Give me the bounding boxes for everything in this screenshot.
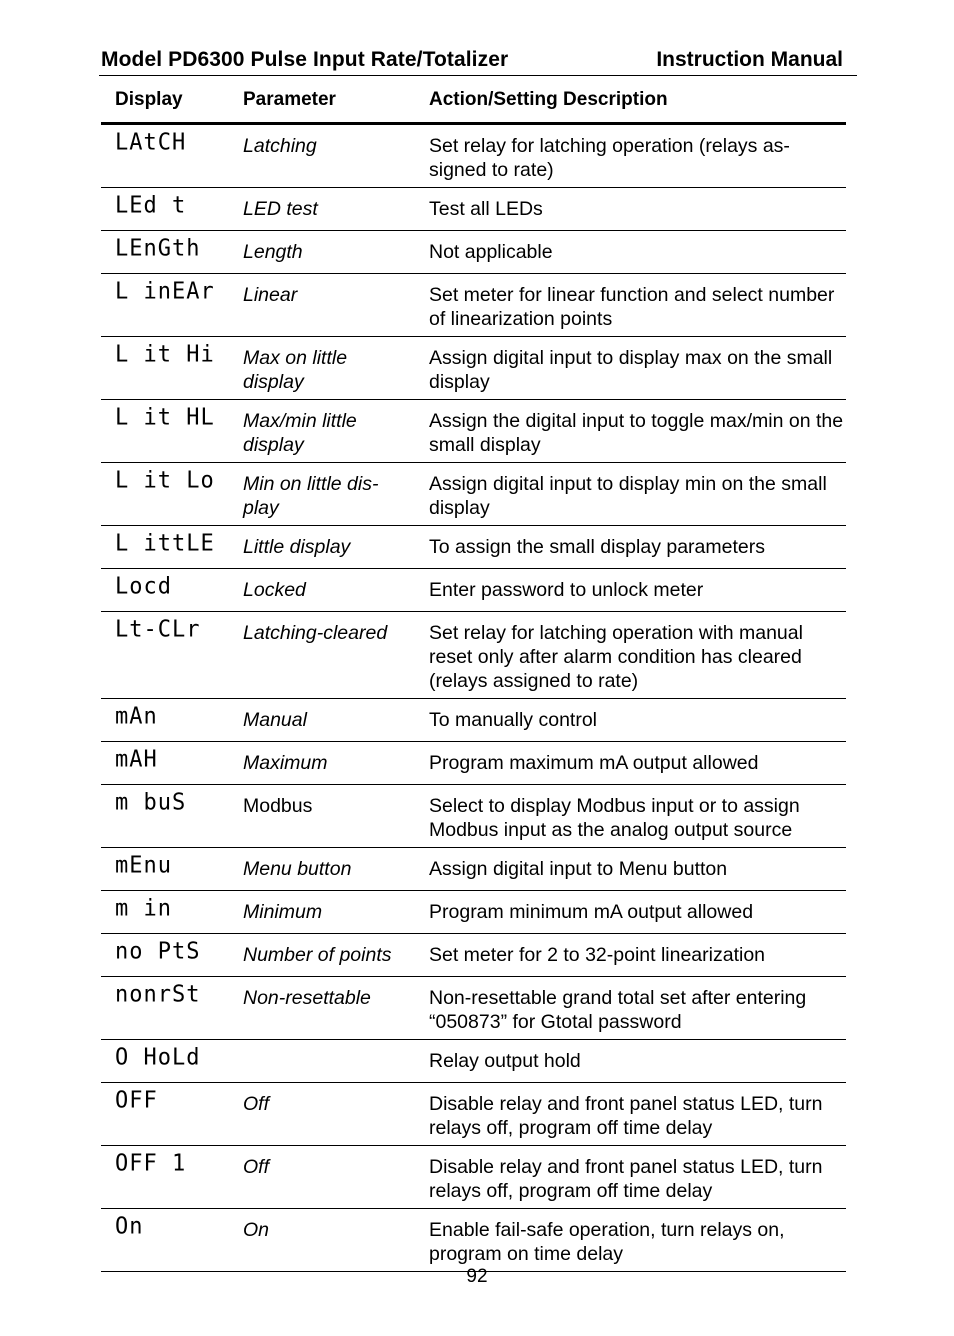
display-code: L ittLE xyxy=(115,530,215,557)
parameter-name: On xyxy=(243,1219,270,1241)
display-code: mAH xyxy=(115,746,158,773)
table-row xyxy=(101,699,846,742)
manual-label: Instruction Manual xyxy=(656,48,843,71)
action-description: Assign the digital input to toggle max/min on the small display xyxy=(429,410,844,456)
action-description: Enter password to unlock meter xyxy=(429,579,704,601)
table-row xyxy=(101,125,846,188)
parameter-name: Off xyxy=(243,1093,270,1115)
column-header-parameter: Parameter xyxy=(243,89,336,110)
table-row xyxy=(101,526,846,569)
display-code: LEnGth xyxy=(115,235,201,262)
table-row xyxy=(101,1040,846,1083)
action-description: Disable relay and front panel status LED, turn relays off, program off time delay xyxy=(429,1156,823,1202)
display-code: nonrSt xyxy=(115,981,201,1008)
page-number: 92 xyxy=(466,1266,488,1287)
action-description: Test all LEDs xyxy=(429,198,543,220)
display-code: m in xyxy=(115,895,172,922)
page-header xyxy=(101,44,843,76)
parameter-name: Max on little display xyxy=(243,347,348,393)
column-header-description: Action/Setting Description xyxy=(429,89,668,110)
action-description: Enable fail-safe operation, turn relays on, program on time delay xyxy=(429,1219,785,1265)
action-description: Non-resettable grand total set after entering “050873” for Gtotal password xyxy=(429,987,807,1033)
action-description: Disable relay and front panel status LED, turn relays off, program off time delay xyxy=(429,1093,823,1139)
header-rule xyxy=(99,75,857,76)
action-description: Set meter for 2 to 32-point linearization xyxy=(429,944,766,966)
display-code: OFF xyxy=(115,1087,158,1114)
table-row xyxy=(101,934,846,977)
display-code: no PtS xyxy=(115,938,201,965)
parameter-name: Length xyxy=(243,241,303,263)
display-code: L inEAr xyxy=(115,278,215,305)
parameter-name: Latching-cleared xyxy=(243,622,388,644)
parameter-name: Little display xyxy=(243,536,351,558)
table-row xyxy=(101,1083,846,1146)
action-description: Not applicable xyxy=(429,241,553,263)
action-description: Select to display Modbus input or to assign Modbus input as the analog output source xyxy=(429,795,800,841)
table-row xyxy=(101,785,846,848)
table-row xyxy=(101,612,846,699)
parameter-name: Off xyxy=(243,1156,270,1178)
action-description: To assign the small display parameters xyxy=(429,536,765,558)
table-row xyxy=(101,742,846,785)
table-row xyxy=(101,274,846,337)
parameter-name: Locked xyxy=(243,579,306,601)
table-header xyxy=(101,80,846,125)
parameter-name: LED test xyxy=(243,198,318,220)
document-title: Model PD6300 Pulse Input Rate/Totalizer xyxy=(101,48,509,71)
action-description: Assign digital input to display max on the small display xyxy=(429,347,833,393)
display-code: LEd t xyxy=(115,192,187,219)
parameter-name: Non-resettable xyxy=(243,987,371,1009)
action-description: Assign digital input to Menu button xyxy=(429,858,728,880)
table-row xyxy=(101,231,846,274)
table-row xyxy=(101,1146,846,1209)
table-row xyxy=(101,337,846,400)
table-row xyxy=(101,569,846,612)
display-code: O HoLd xyxy=(115,1044,201,1071)
display-code: L it Lo xyxy=(115,467,215,494)
display-code: On xyxy=(115,1213,144,1240)
display-code: Lt-CLr xyxy=(115,616,201,643)
display-code: L it Hi xyxy=(115,341,215,368)
table-row xyxy=(101,848,846,891)
display-code: OFF 1 xyxy=(115,1150,187,1177)
parameter-name: Modbus xyxy=(243,795,313,817)
action-description: Relay output hold xyxy=(429,1050,581,1072)
display-code: Locd xyxy=(115,573,172,600)
display-code: L it HL xyxy=(115,404,215,431)
parameter-name: Max/min little display xyxy=(243,410,357,456)
table-row xyxy=(101,891,846,934)
action-description: Program maximum mA output allowed xyxy=(429,752,759,774)
display-code: mAn xyxy=(115,703,158,730)
table-row xyxy=(101,1209,846,1272)
table-row xyxy=(101,463,846,526)
action-description: Set meter for linear function and select number of linearization points xyxy=(429,284,835,330)
parameter-name: Linear xyxy=(243,284,298,306)
display-code: m buS xyxy=(115,789,187,816)
parameter-name: Number of points xyxy=(243,944,392,966)
parameter-name: Menu button xyxy=(243,858,352,880)
parameter-name: Min on little dis-play xyxy=(243,473,379,519)
table-row xyxy=(101,188,846,231)
action-description: Set relay for latching operation (relays as-signed to rate) xyxy=(429,135,790,181)
parameter-name: Manual xyxy=(243,709,307,731)
table-row xyxy=(101,400,846,463)
parameter-name: Latching xyxy=(243,135,317,157)
action-description: To manually control xyxy=(429,709,597,731)
parameter-table xyxy=(101,80,846,1272)
parameter-name: Maximum xyxy=(243,752,328,774)
action-description: Set relay for latching operation with manual reset only after alarm condition has cleared (relays assigned to rate) xyxy=(429,622,803,692)
parameter-name: Minimum xyxy=(243,901,323,923)
table-row xyxy=(101,977,846,1040)
display-code: LAtCH xyxy=(115,129,187,156)
action-description: Program minimum mA output allowed xyxy=(429,901,754,923)
display-code: mEnu xyxy=(115,852,172,879)
column-header-display: Display xyxy=(115,89,183,110)
action-description: Assign digital input to display min on the small display xyxy=(429,473,827,519)
